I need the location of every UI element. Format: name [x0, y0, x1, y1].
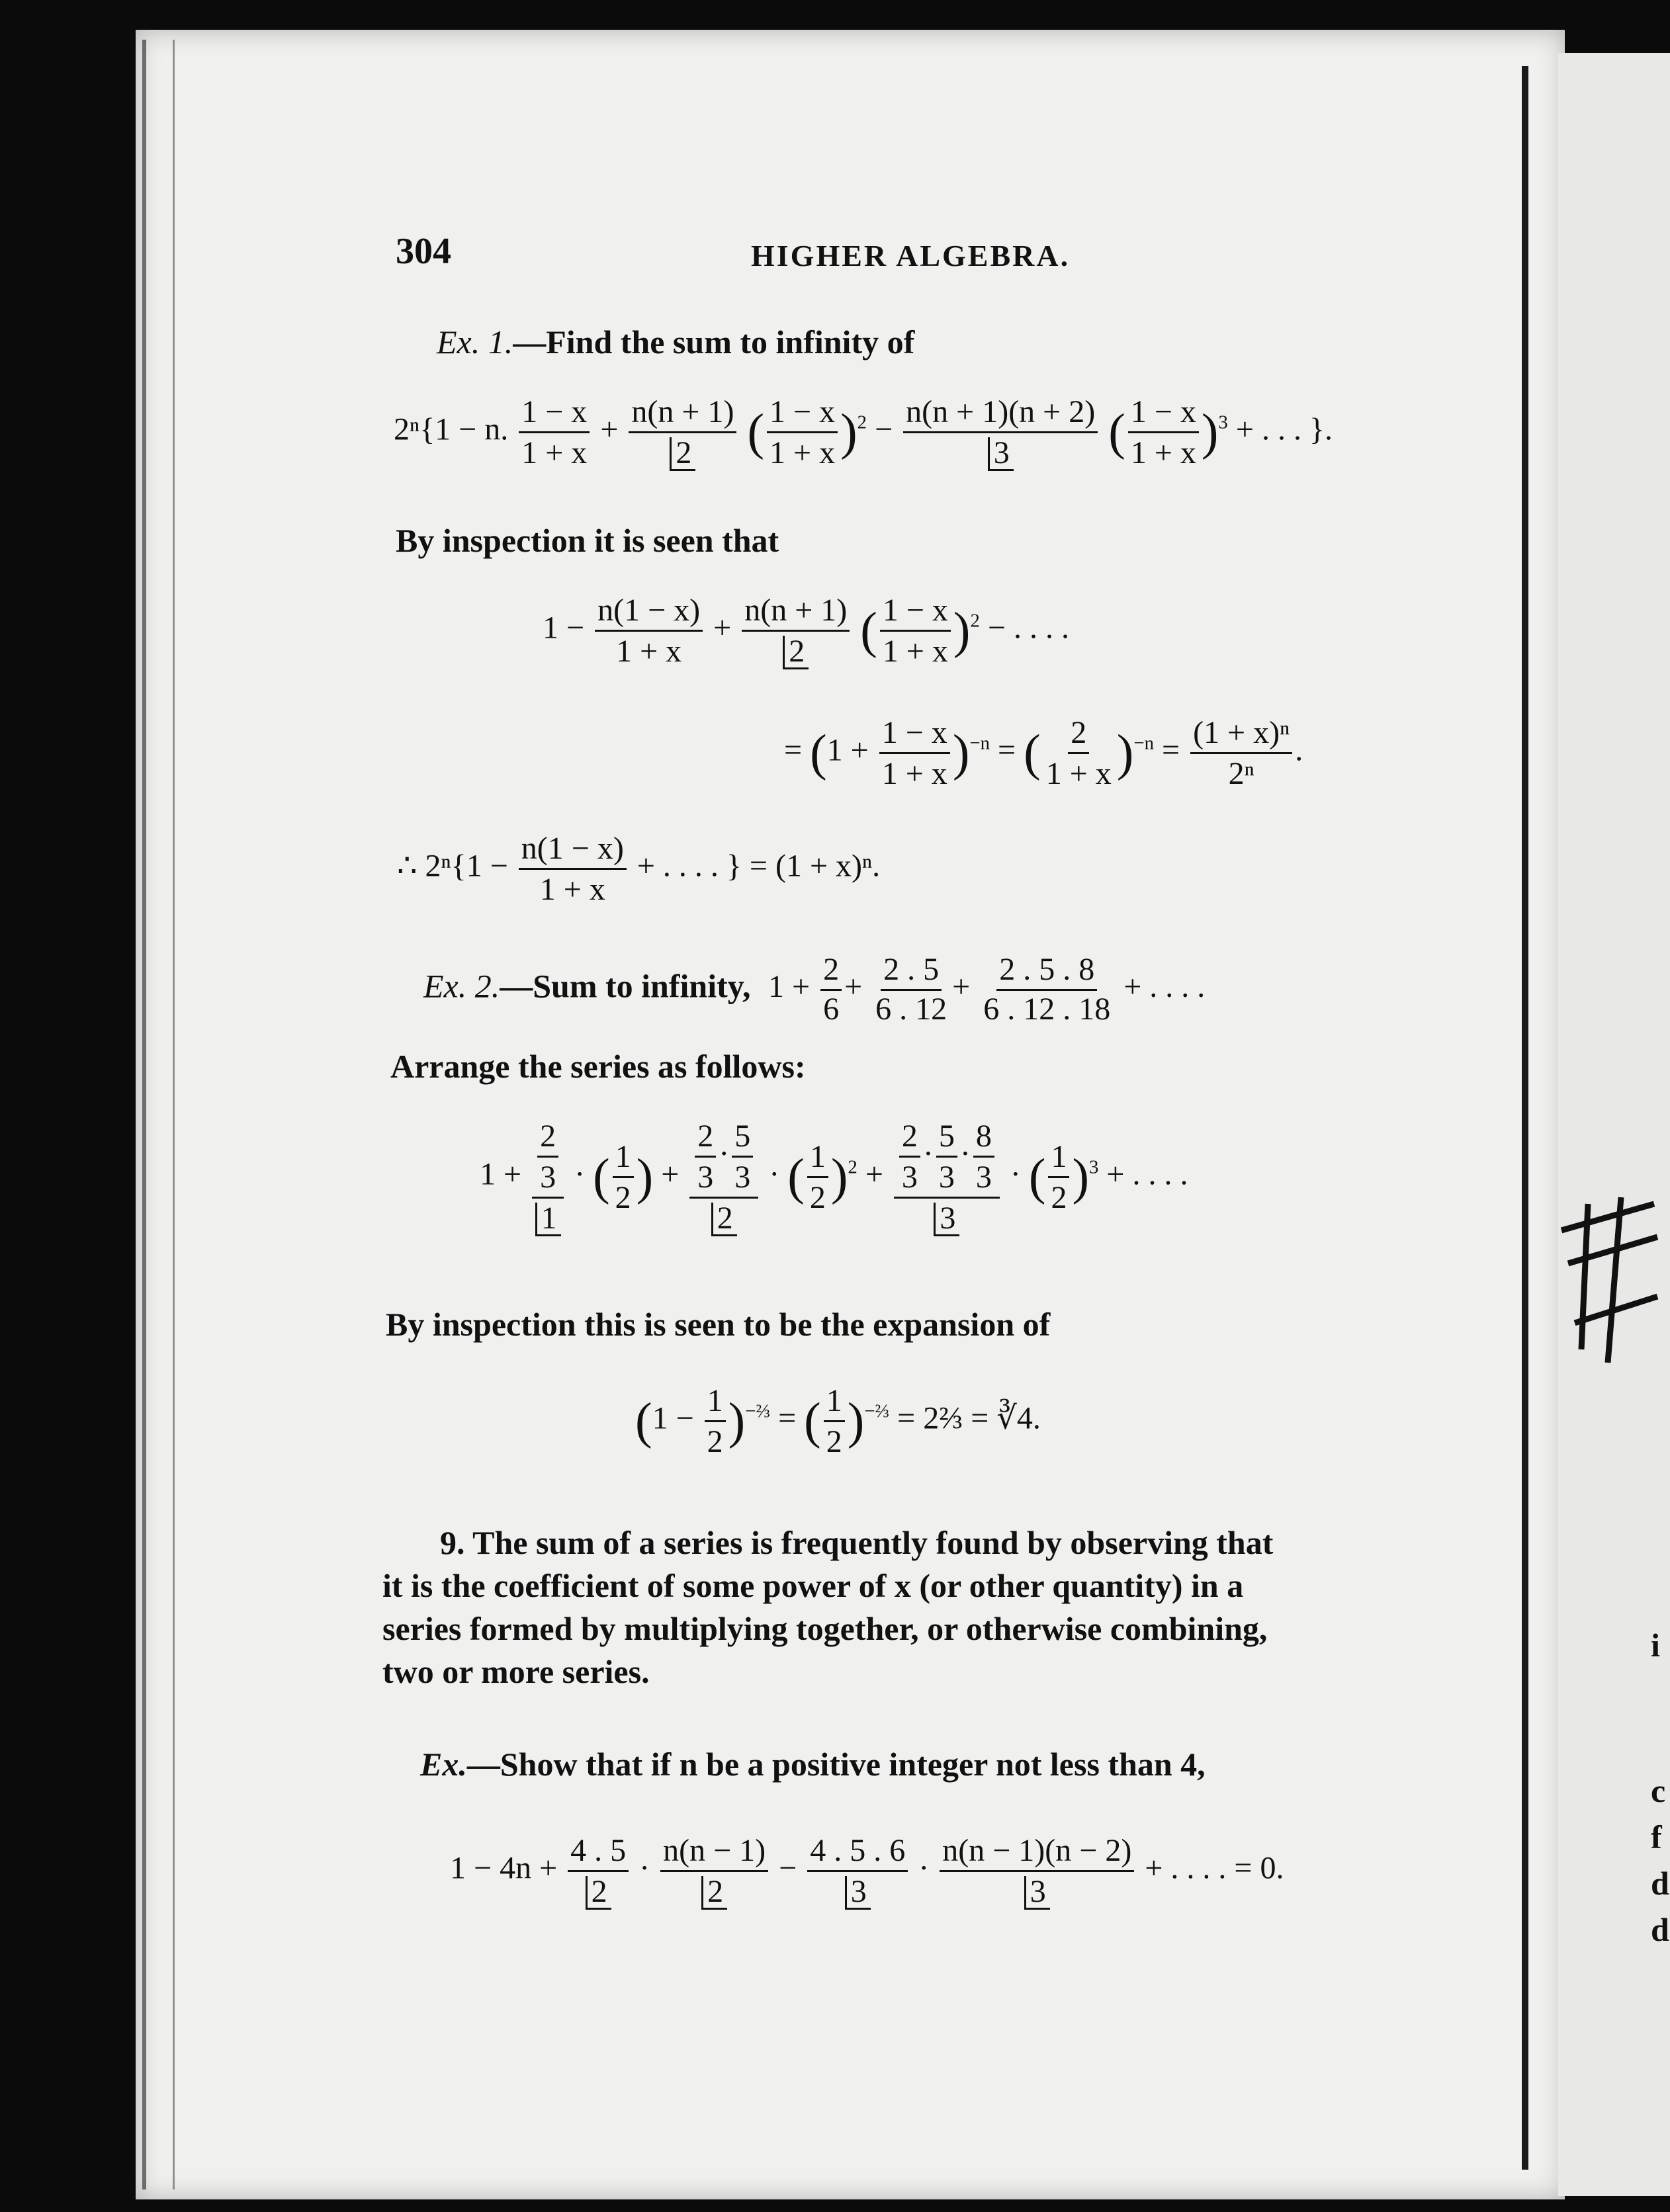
facing-fragment: i: [1651, 1627, 1660, 1664]
page-edge: [142, 40, 175, 2190]
running-title: HIGHER ALGEBRA.: [751, 239, 1071, 273]
ex2-series: 1 + $\frac{2}{6}$ + $\frac{2 . 5}{6 . 12}$ + $\frac{2 . 5 . 8}{6 . 12 . 18}$ + . . . .: [768, 952, 1206, 1027]
ex1-prefix: 2ⁿ{1 − n.: [394, 411, 509, 447]
ex1-series: 2ⁿ{1 − n. $\frac{1 - x}{1 + x}$ + $\frac{n(n + 1)}{2}$ ( $\frac{1 - x}{1 + x}$ )$^2$ − $\frac{n(n + 1)(n + 2)}{3}$ ( $\frac{1 - x}{1 + x}$ )$^3$ + . . . }.: [394, 394, 1333, 470]
facing-fragment: f: [1651, 1818, 1662, 1855]
art9-line2: it is the coefficient of some power of x (or other quantity) in a: [382, 1567, 1244, 1604]
ex1-tail: + . . . }.: [1235, 411, 1333, 447]
ex2-expansion: By inspection this is seen to be the expansion of: [386, 1306, 1051, 1343]
ex1-label: Ex. 1.: [437, 323, 513, 361]
ex1-prompt: —Find the sum to infinity of: [513, 323, 915, 361]
ex1-line1: 1 − $\frac{n(1 - x)}{1 + x}$ + $\frac{n(n + 1)}{2}$ ( $\frac{1 - x}{1 + x}$ )$^2$ − . . . .: [543, 593, 1069, 669]
ex1-frac4: $\frac{n(n + 1)(n + 2)}{3}$: [903, 394, 1098, 471]
ex1-frac3: $\frac{1 - x}{1 + x}$: [767, 394, 838, 471]
ex1-frac2: $\frac{n(n + 1)}{2}$: [629, 394, 736, 471]
page-number: 304: [396, 231, 451, 272]
ex1-heading: [437, 324, 914, 361]
ex2-arranged-series: 1 + $\frac{\frac{2}{3}}{1}$ · ( $\frac{1}{2}$ ) + $\frac{2}{3}$ · $\frac{5}{3}$ 2 · ( $\frac{1}{2}$ )$^2$ + $\frac{2}{3}$ · $\frac{5}{3}$ · $\frac{8}{3}$ 3 · ( $\frac{1}{2}$ )$^3$ + . . . .: [480, 1119, 1188, 1236]
ex3-series: 1 − 4n + $\frac{4 . 5}{2}$ · $\frac{n(n - 1)}{2}$ − $\frac{4 . 5 . 6}{3}$ · $\frac{n(n - 1)(n - 2)}{3}$ + . . . . = 0.: [450, 1833, 1284, 1909]
gutter-shadow: [1522, 66, 1528, 2170]
facing-fragment: d: [1651, 1865, 1669, 1902]
ex1-inspection: By inspection it is seen that: [396, 522, 779, 559]
ex1-frac5: $\frac{1 - x}{1 + x}$: [1128, 394, 1199, 471]
facing-fragment: c: [1651, 1772, 1666, 1809]
ex1-therefore: ∴ 2ⁿ{1 − $\frac{n(1 - x)}{1 + x}$ + . . . . } = (1 + x)ⁿ.: [397, 831, 881, 907]
ex2-result: (1 − $\frac{1}{2}$ )$^{-\frac{2}{3}}$ = ( $\frac{1}{2}$ )$^{-\frac{2}{3}}$ = 2⅔ = ∛4.: [635, 1383, 1041, 1459]
ex2-arrange: Arrange the series as follows:: [390, 1048, 806, 1085]
art9-line1: 9. The sum of a series is frequently found by observing that: [440, 1524, 1274, 1561]
hash-scribble: [1542, 1191, 1661, 1389]
ex1-line2: = (1 + $\frac{1 - x}{1 + x}$ )$^{-n}$ = ( $\frac{2}{1 + x}$ )$^{-n}$ = $\frac{\text{(1 + x)ⁿ}}{\text{2ⁿ}}$ .: [784, 715, 1303, 791]
art9-line3: series formed by multiplying together, or otherwise combining,: [382, 1610, 1268, 1647]
ex1-frac1: $\frac{1 - x}{1 + x}$: [519, 394, 590, 471]
art9-line4: two or more series.: [382, 1653, 650, 1690]
facing-fragment: d: [1651, 1911, 1669, 1948]
ex3-heading: Ex.—Show that if n be a positive integer not less than 4,: [420, 1746, 1206, 1783]
ex2-heading: Ex. 2.—Sum to infinity, 1 + $\frac{2}{6}$ + $\frac{2 . 5}{6 . 12}$ + $\frac{2 . 5 . 8}{6 . 12 . 18}$ + . . . .: [423, 952, 1206, 1027]
